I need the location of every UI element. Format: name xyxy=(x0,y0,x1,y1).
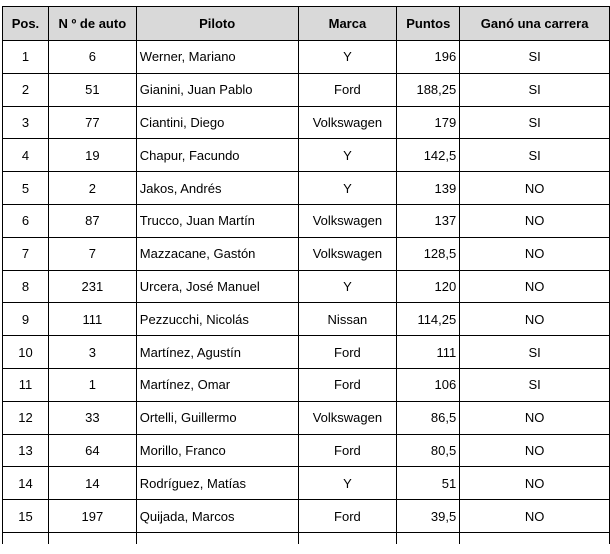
cell-driver: Rodríguez, Matías xyxy=(136,467,298,500)
cell-won-race: NO xyxy=(460,401,610,434)
cell-brand: Y xyxy=(298,139,397,172)
cell-pos: 5 xyxy=(3,172,49,205)
cell-won-race: SI xyxy=(460,41,610,74)
cell-driver: Martínez, Agustín xyxy=(136,336,298,369)
table-row xyxy=(3,139,610,172)
cell-points: 128,5 xyxy=(397,237,460,270)
table-header-row xyxy=(3,7,610,41)
cell-driver: Ortelli, Guillermo xyxy=(136,401,298,434)
cell-brand: Volkswagen xyxy=(298,401,397,434)
table-row xyxy=(3,336,610,369)
cell-won-race: SI xyxy=(460,106,610,139)
cell-empty xyxy=(397,532,460,544)
cell-driver: Mazzacane, Gastón xyxy=(136,237,298,270)
cell-car-number: 7 xyxy=(48,237,136,270)
cell-driver: Morillo, Franco xyxy=(136,434,298,467)
table-row xyxy=(3,270,610,303)
cell-pos: 3 xyxy=(3,106,49,139)
header-driver: Piloto xyxy=(136,7,298,41)
cell-empty xyxy=(460,532,610,544)
table-row xyxy=(3,73,610,106)
cell-pos: 8 xyxy=(3,270,49,303)
cell-empty xyxy=(48,532,136,544)
cell-won-race: NO xyxy=(460,237,610,270)
table-row xyxy=(3,303,610,336)
cell-won-race: SI xyxy=(460,139,610,172)
cell-brand: Ford xyxy=(298,500,397,533)
header-pos: Pos. xyxy=(3,7,49,41)
cell-pos: 4 xyxy=(3,139,49,172)
cell-brand: Volkswagen xyxy=(298,106,397,139)
cell-car-number: 3 xyxy=(48,336,136,369)
cell-points: 142,5 xyxy=(397,139,460,172)
cell-points: 179 xyxy=(397,106,460,139)
cell-car-number: 6 xyxy=(48,41,136,74)
cell-points: 114,25 xyxy=(397,303,460,336)
table-row xyxy=(3,172,610,205)
table-row xyxy=(3,467,610,500)
cell-car-number: 87 xyxy=(48,204,136,237)
cell-brand: Ford xyxy=(298,368,397,401)
cell-driver: Jakos, Andrés xyxy=(136,172,298,205)
cell-points: 86,5 xyxy=(397,401,460,434)
table-body xyxy=(3,41,610,545)
table-row xyxy=(3,204,610,237)
cell-driver: Quijada, Marcos xyxy=(136,500,298,533)
table-row xyxy=(3,237,610,270)
cell-car-number: 77 xyxy=(48,106,136,139)
cell-car-number: 64 xyxy=(48,434,136,467)
table-row-cutoff xyxy=(3,532,610,544)
cell-brand: Y xyxy=(298,41,397,74)
cell-points: 139 xyxy=(397,172,460,205)
cell-pos: 9 xyxy=(3,303,49,336)
standings-table xyxy=(2,6,610,544)
cell-points: 111 xyxy=(397,336,460,369)
cell-pos: 15 xyxy=(3,500,49,533)
cell-driver: Gianini, Juan Pablo xyxy=(136,73,298,106)
table-row xyxy=(3,368,610,401)
cell-driver: Werner, Mariano xyxy=(136,41,298,74)
cell-pos: 11 xyxy=(3,368,49,401)
cell-won-race: SI xyxy=(460,368,610,401)
header-brand: Marca xyxy=(298,7,397,41)
cell-driver: Urcera, José Manuel xyxy=(136,270,298,303)
cell-won-race: NO xyxy=(460,270,610,303)
cell-empty xyxy=(3,532,49,544)
cell-pos: 12 xyxy=(3,401,49,434)
cell-pos: 2 xyxy=(3,73,49,106)
cell-pos: 10 xyxy=(3,336,49,369)
cell-car-number: 111 xyxy=(48,303,136,336)
cell-pos: 7 xyxy=(3,237,49,270)
cell-driver: Trucco, Juan Martín xyxy=(136,204,298,237)
cell-car-number: 197 xyxy=(48,500,136,533)
cell-pos: 14 xyxy=(3,467,49,500)
cell-pos: 6 xyxy=(3,204,49,237)
table-row xyxy=(3,106,610,139)
cell-brand: Y xyxy=(298,172,397,205)
cell-brand: Ford xyxy=(298,73,397,106)
cell-driver: Martínez, Omar xyxy=(136,368,298,401)
cell-won-race: NO xyxy=(460,434,610,467)
cell-won-race: NO xyxy=(460,303,610,336)
table-row xyxy=(3,41,610,74)
cell-points: 188,25 xyxy=(397,73,460,106)
cell-won-race: NO xyxy=(460,172,610,205)
header-points: Puntos xyxy=(397,7,460,41)
cell-won-race: NO xyxy=(460,204,610,237)
cell-brand: Y xyxy=(298,467,397,500)
cell-won-race: SI xyxy=(460,73,610,106)
cell-pos: 13 xyxy=(3,434,49,467)
cell-driver: Chapur, Facundo xyxy=(136,139,298,172)
cell-driver: Ciantini, Diego xyxy=(136,106,298,139)
cell-points: 39,5 xyxy=(397,500,460,533)
cell-points: 106 xyxy=(397,368,460,401)
standings-table-container xyxy=(2,6,610,544)
table-row xyxy=(3,434,610,467)
cell-points: 80,5 xyxy=(397,434,460,467)
table-row xyxy=(3,401,610,434)
cell-car-number: 33 xyxy=(48,401,136,434)
cell-won-race: NO xyxy=(460,467,610,500)
header-car-number: N º de auto xyxy=(48,7,136,41)
cell-driver: Pezzucchi, Nicolás xyxy=(136,303,298,336)
table-row xyxy=(3,500,610,533)
cell-car-number: 231 xyxy=(48,270,136,303)
cell-car-number: 1 xyxy=(48,368,136,401)
cell-car-number: 51 xyxy=(48,73,136,106)
cell-brand: Y xyxy=(298,270,397,303)
cell-pos: 1 xyxy=(3,41,49,74)
cell-won-race: NO xyxy=(460,500,610,533)
header-won-race: Ganó una carrera xyxy=(460,7,610,41)
cell-empty xyxy=(298,532,397,544)
cell-brand: Ford xyxy=(298,434,397,467)
cell-points: 120 xyxy=(397,270,460,303)
cell-points: 196 xyxy=(397,41,460,74)
cell-brand: Ford xyxy=(298,336,397,369)
cell-car-number: 2 xyxy=(48,172,136,205)
cell-brand: Nissan xyxy=(298,303,397,336)
cell-car-number: 14 xyxy=(48,467,136,500)
cell-points: 137 xyxy=(397,204,460,237)
cell-brand: Volkswagen xyxy=(298,204,397,237)
cell-empty xyxy=(136,532,298,544)
cell-points: 51 xyxy=(397,467,460,500)
cell-won-race: SI xyxy=(460,336,610,369)
cell-car-number: 19 xyxy=(48,139,136,172)
cell-brand: Volkswagen xyxy=(298,237,397,270)
